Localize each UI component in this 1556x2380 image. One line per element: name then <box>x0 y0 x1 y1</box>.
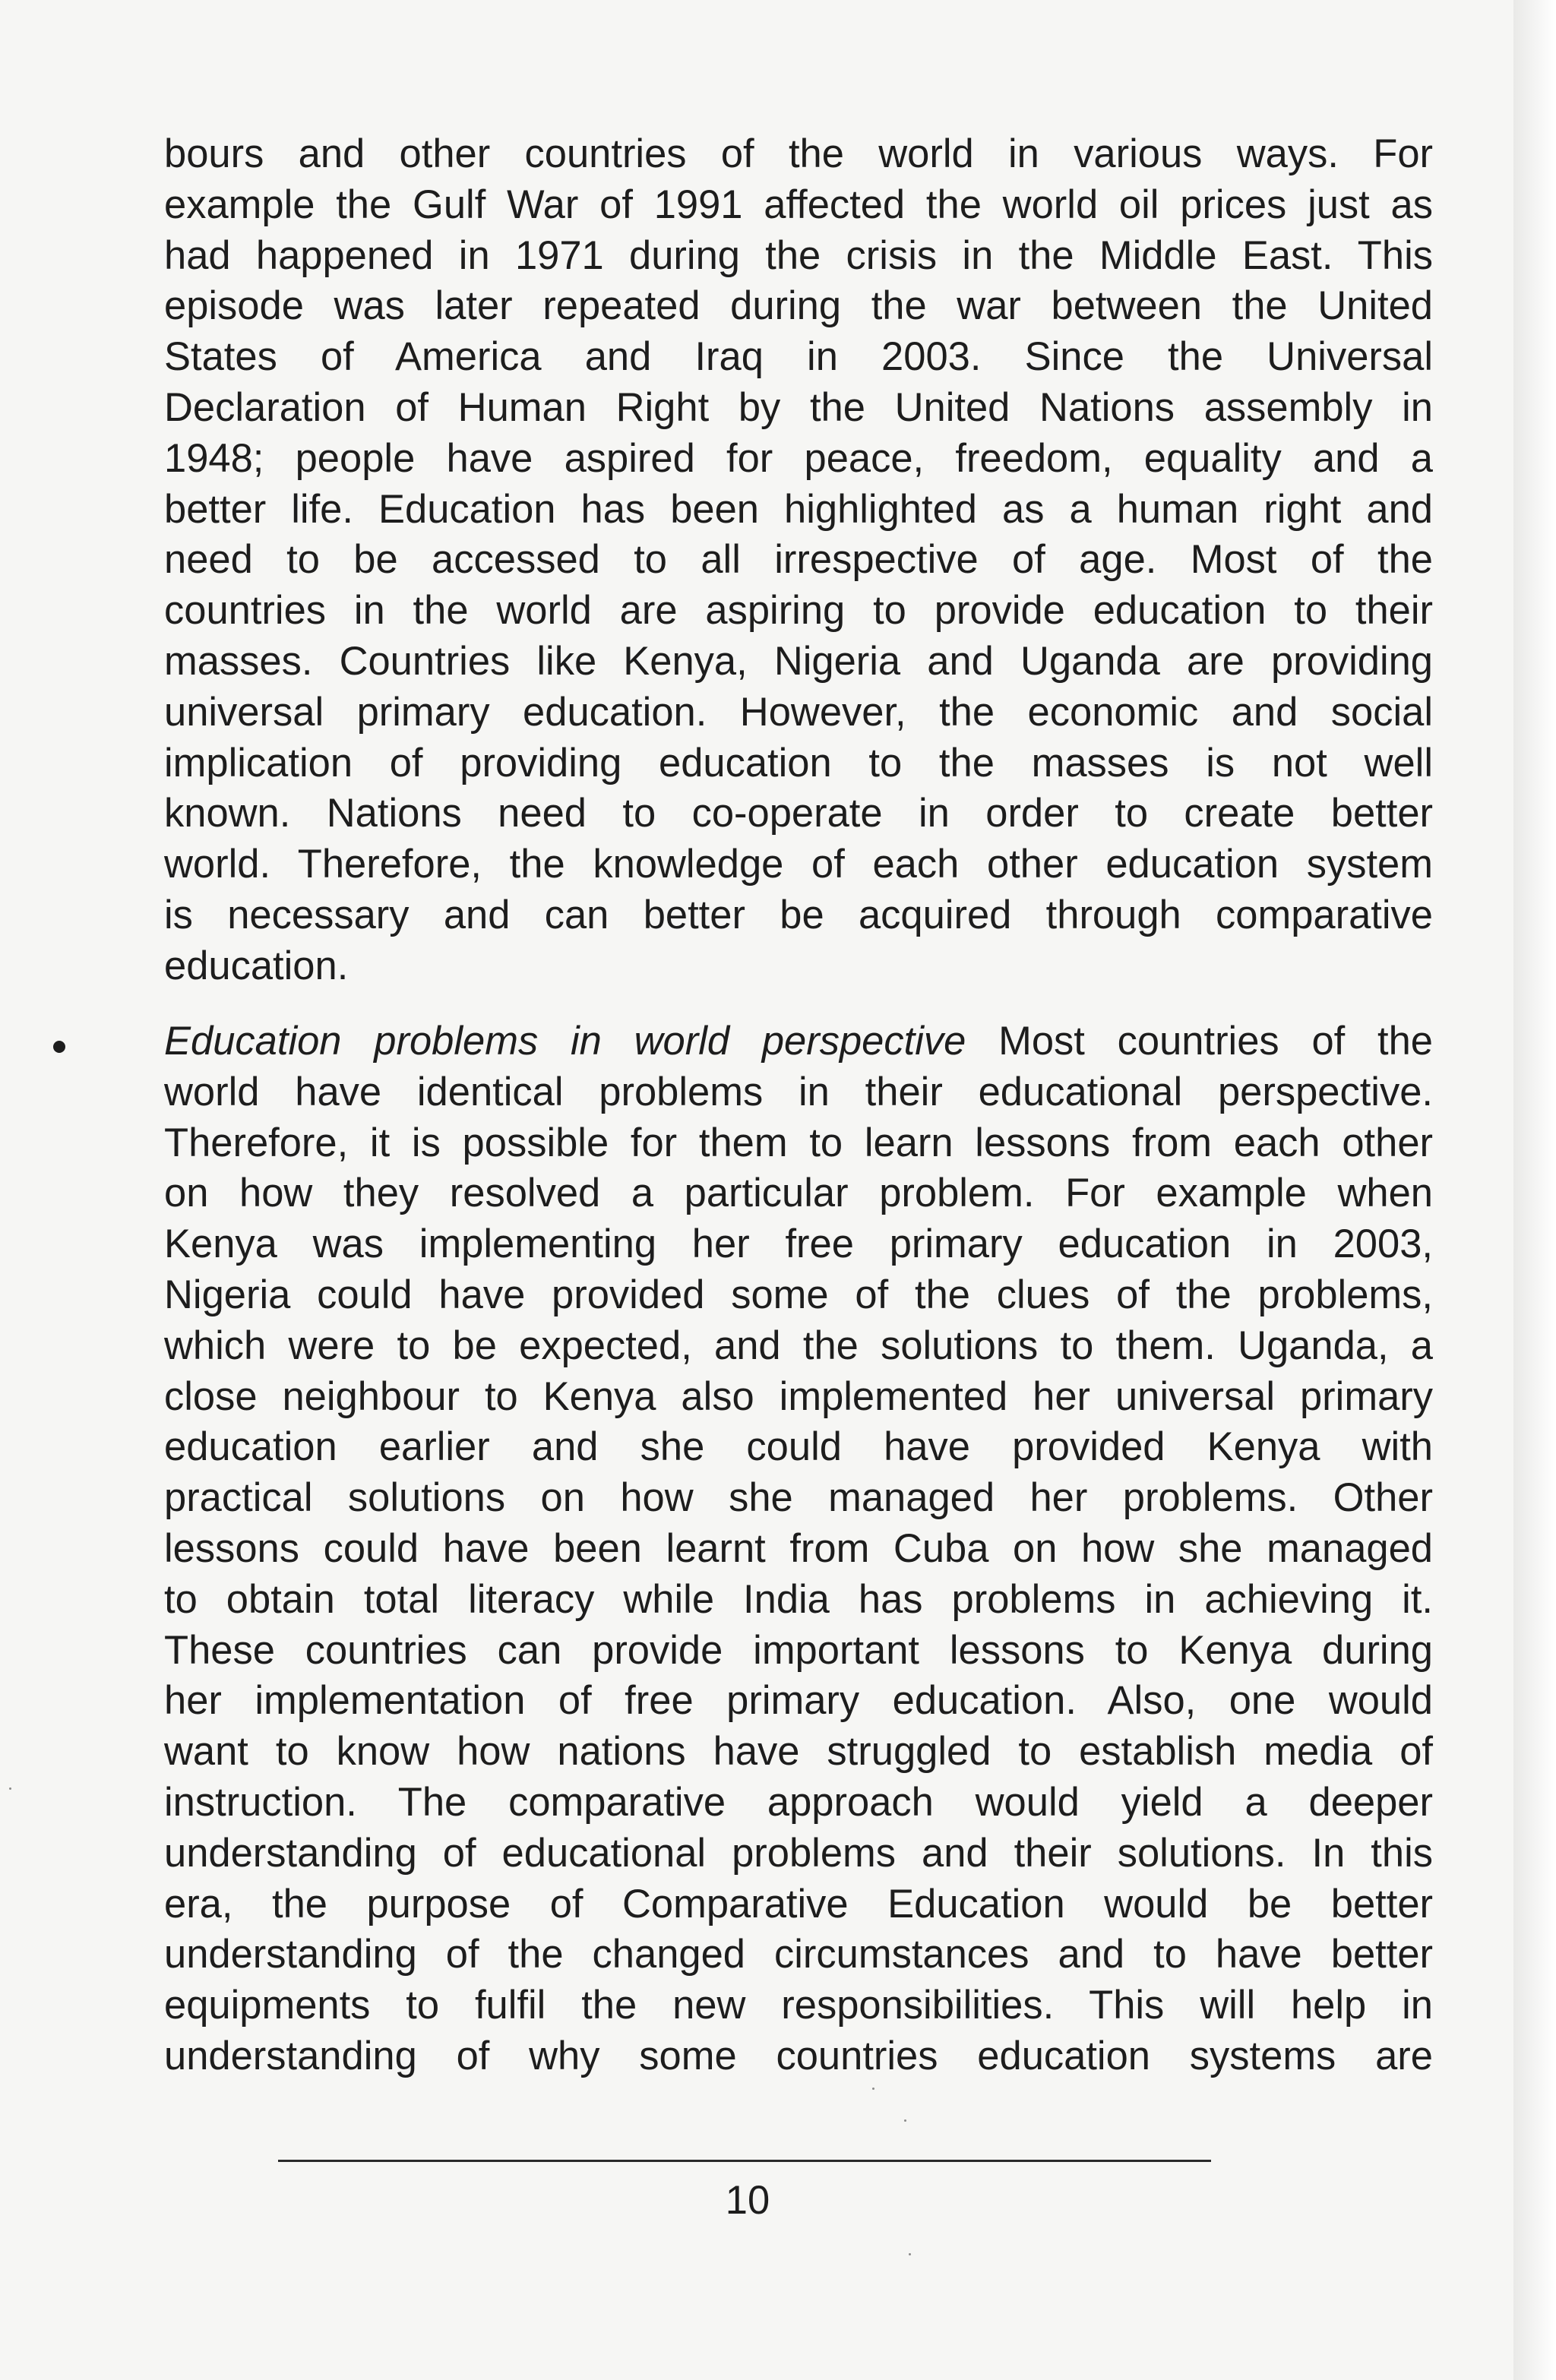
text-line: to obtain total literacy while India has problems in achieving it. <box>164 1576 1433 1622</box>
text-line: understanding of the changed circumstances and to have better <box>164 1932 1433 1977</box>
text-line: Nigeria could have provided some of the clues of the problems, <box>164 1272 1433 1317</box>
text-line: had happened in 1971 during the crisis in the Middle East. This <box>164 232 1433 278</box>
text-line: lessons could have been learnt from Cuba on how she managed <box>164 1525 1433 1571</box>
paragraph-lead-phrase: Education problems in world perspective <box>164 1019 966 1064</box>
footer-rule <box>278 2160 1211 2162</box>
text-line: on how they resolved a particular problem. For example when <box>164 1171 1433 1216</box>
bullet-point <box>53 1041 65 1053</box>
text-line: masses. Countries like Kenya, Nigeria and Uganda are providing <box>164 638 1433 684</box>
text-line: Declaration of Human Right by the United Nations assembly in <box>164 384 1433 430</box>
scan-speck <box>9 1787 11 1790</box>
text-line: known. Nations need to co-operate in order to create better <box>164 791 1433 836</box>
text-line: want to know how nations have struggled to establish media of <box>164 1729 1433 1775</box>
text-line: episode was later repeated during the war between the United <box>164 283 1433 329</box>
text-line: example the Gulf War of 1991 affected the world oil prices just as <box>164 182 1433 227</box>
text-line: bours and other countries of the world in various ways. For <box>164 131 1433 176</box>
text-line: These countries can provide important lessons to Kenya during <box>164 1627 1433 1673</box>
text-line: understanding of why some countries education systems are <box>164 2033 1433 2078</box>
body-paragraph-2 <box>164 1016 1433 2082</box>
scan-speck <box>904 2119 906 2122</box>
text-line: world. Therefore, the knowledge of each other education system <box>164 842 1433 887</box>
text-line: 1948; people have aspired for peace, freedom, equality and a <box>164 435 1433 481</box>
page-edge <box>1513 0 1556 2380</box>
text-line: countries in the world are aspiring to provide education to their <box>164 588 1433 634</box>
lead-line-rest: Most countries of the <box>966 1019 1433 1064</box>
text-line: practical solutions on how she managed her problems. Other <box>164 1475 1433 1521</box>
text-line: instruction. The comparative approach would yield a deeper <box>164 1779 1433 1825</box>
text-line: Therefore, it is possible for them to learn lessons from each other <box>164 1120 1433 1165</box>
text-line: world have identical problems in their educational perspective. <box>164 1069 1433 1114</box>
text-line: close neighbour to Kenya also implemented her universal primary <box>164 1373 1433 1419</box>
text-line: is necessary and can better be acquired through comparative <box>164 892 1433 937</box>
text-line: equipments to fulfil the new responsibilities. This will help in <box>164 1983 1433 2028</box>
scan-speck <box>872 2088 874 2090</box>
text-line-lead <box>164 1016 1433 1067</box>
text-line: better life. Education has been highlighted as a human right and <box>164 486 1433 532</box>
text-line: education. <box>164 943 349 988</box>
text-line: understanding of educational problems and their solutions. In this <box>164 1830 1433 1876</box>
text-line: her implementation of free primary education. Also, one would <box>164 1678 1433 1724</box>
text-line: need to be accessed to all irrespective of age. Most of the <box>164 537 1433 583</box>
body-paragraph-1 <box>164 129 1433 992</box>
text-line: implication of providing education to the masses is not well <box>164 740 1433 785</box>
text-line: universal primary education. However, the economic and social <box>164 689 1433 735</box>
text-line: era, the purpose of Comparative Education would be better <box>164 1881 1433 1926</box>
text-line: education earlier and she could have provided Kenya with <box>164 1424 1433 1470</box>
scan-speck <box>909 2253 911 2255</box>
text-line: Kenya was implementing her free primary education in 2003, <box>164 1222 1433 1267</box>
text-line: States of America and Iraq in 2003. Since the Universal <box>164 334 1433 380</box>
page-number: 10 <box>725 2178 770 2223</box>
text-line: which were to be expected, and the solutions to them. Uganda, a <box>164 1323 1433 1368</box>
